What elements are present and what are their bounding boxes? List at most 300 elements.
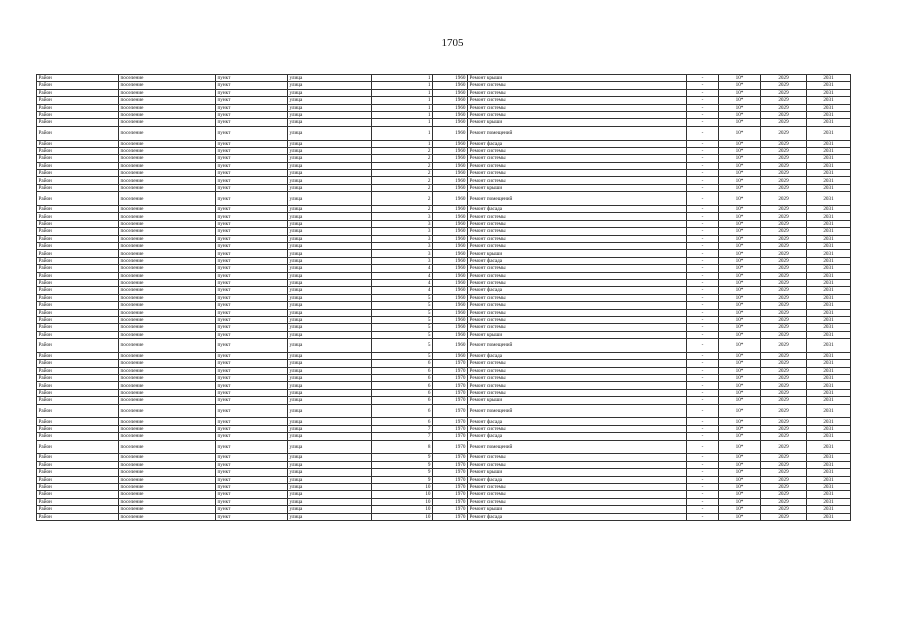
- table-row: [37, 75, 851, 82]
- start-year-cell: 2029: [761, 461, 807, 468]
- table-row: [37, 243, 851, 250]
- work-type-cell: Ремонт системы: [468, 162, 687, 169]
- table-row: [37, 418, 851, 425]
- build-year-cell: 1960: [433, 162, 468, 169]
- table-row: [37, 272, 851, 279]
- mark-cell: -: [687, 309, 719, 316]
- work-type-cell: Ремонт крыши: [468, 397, 687, 404]
- settlement-cell: поселение: [119, 75, 216, 82]
- settlement-cell: поселение: [119, 309, 216, 316]
- table-row: [37, 440, 851, 454]
- start-year-cell: 2029: [761, 155, 807, 162]
- mark-cell: -: [687, 418, 719, 425]
- build-year-cell: 1960: [433, 111, 468, 118]
- district-cell: Район: [37, 513, 119, 520]
- mark-cell: -: [687, 331, 719, 338]
- end-year-cell: 2031: [807, 309, 851, 316]
- district-cell: Район: [37, 302, 119, 309]
- start-year-cell: 2029: [761, 97, 807, 104]
- end-year-cell: 2031: [807, 75, 851, 82]
- table-row: [37, 162, 851, 169]
- street-cell: улица: [288, 433, 372, 440]
- settlement-cell: поселение: [119, 483, 216, 490]
- start-year-cell: 2029: [761, 309, 807, 316]
- build-year-cell: 1960: [433, 170, 468, 177]
- end-year-cell: 2031: [807, 265, 851, 272]
- mark-cell: -: [687, 126, 719, 140]
- end-year-cell: 2031: [807, 404, 851, 418]
- district-cell: Район: [37, 228, 119, 235]
- settlement-cell: поселение: [119, 184, 216, 191]
- locality-cell: пункт: [216, 339, 288, 353]
- end-year-cell: 2031: [807, 433, 851, 440]
- district-cell: Район: [37, 126, 119, 140]
- table-row: [37, 155, 851, 162]
- table-row: [37, 506, 851, 513]
- end-year-cell: 2031: [807, 89, 851, 96]
- locality-cell: пункт: [216, 265, 288, 272]
- end-year-cell: 2031: [807, 272, 851, 279]
- table-row: [37, 316, 851, 323]
- locality-cell: пункт: [216, 213, 288, 220]
- settlement-cell: поселение: [119, 324, 216, 331]
- street-cell: улица: [288, 177, 372, 184]
- start-year-cell: 2029: [761, 235, 807, 242]
- locality-cell: пункт: [216, 397, 288, 404]
- work-type-cell: Ремонт фасада: [468, 140, 687, 147]
- table-row: [37, 454, 851, 461]
- mark-cell: -: [687, 243, 719, 250]
- end-year-cell: 2031: [807, 104, 851, 111]
- end-year-cell: 2031: [807, 375, 851, 382]
- house-number-cell: 5: [372, 294, 433, 301]
- value-cell: 10*: [719, 309, 761, 316]
- locality-cell: пункт: [216, 367, 288, 374]
- end-year-cell: 2031: [807, 331, 851, 338]
- start-year-cell: 2029: [761, 324, 807, 331]
- start-year-cell: 2029: [761, 483, 807, 490]
- work-type-cell: Ремонт помещений: [468, 404, 687, 418]
- mark-cell: -: [687, 206, 719, 213]
- work-type-cell: Ремонт фасада: [468, 476, 687, 483]
- mark-cell: -: [687, 184, 719, 191]
- locality-cell: пункт: [216, 469, 288, 476]
- work-type-cell: Ремонт помещений: [468, 126, 687, 140]
- value-cell: 10*: [719, 184, 761, 191]
- value-cell: 10*: [719, 425, 761, 432]
- street-cell: улица: [288, 257, 372, 264]
- work-type-cell: Ремонт системы: [468, 302, 687, 309]
- district-cell: Район: [37, 491, 119, 498]
- district-cell: Район: [37, 287, 119, 294]
- district-cell: Район: [37, 75, 119, 82]
- build-year-cell: 1960: [433, 206, 468, 213]
- end-year-cell: 2031: [807, 228, 851, 235]
- locality-cell: пункт: [216, 104, 288, 111]
- build-year-cell: 1960: [433, 97, 468, 104]
- street-cell: улица: [288, 213, 372, 220]
- locality-cell: пункт: [216, 506, 288, 513]
- end-year-cell: 2031: [807, 498, 851, 505]
- end-year-cell: 2031: [807, 367, 851, 374]
- house-number-cell: 5: [372, 331, 433, 338]
- value-cell: 10*: [719, 498, 761, 505]
- district-cell: Район: [37, 104, 119, 111]
- build-year-cell: 1960: [433, 324, 468, 331]
- end-year-cell: 2031: [807, 184, 851, 191]
- street-cell: улица: [288, 491, 372, 498]
- build-year-cell: 1960: [433, 250, 468, 257]
- value-cell: 10*: [719, 111, 761, 118]
- settlement-cell: поселение: [119, 97, 216, 104]
- end-year-cell: 2031: [807, 294, 851, 301]
- district-cell: Район: [37, 89, 119, 96]
- build-year-cell: 1970: [433, 360, 468, 367]
- house-number-cell: 5: [372, 324, 433, 331]
- settlement-cell: поселение: [119, 265, 216, 272]
- mark-cell: -: [687, 360, 719, 367]
- start-year-cell: 2029: [761, 418, 807, 425]
- start-year-cell: 2029: [761, 331, 807, 338]
- build-year-cell: 1970: [433, 483, 468, 490]
- street-cell: улица: [288, 228, 372, 235]
- settlement-cell: поселение: [119, 294, 216, 301]
- table-row: [37, 397, 851, 404]
- settlement-cell: поселение: [119, 476, 216, 483]
- start-year-cell: 2029: [761, 279, 807, 286]
- build-year-cell: 1960: [433, 243, 468, 250]
- table-row: [37, 287, 851, 294]
- settlement-cell: поселение: [119, 316, 216, 323]
- work-type-cell: Ремонт системы: [468, 491, 687, 498]
- value-cell: 10*: [719, 126, 761, 140]
- street-cell: улица: [288, 316, 372, 323]
- start-year-cell: 2029: [761, 119, 807, 126]
- house-number-cell: 6: [372, 418, 433, 425]
- district-cell: Район: [37, 140, 119, 147]
- build-year-cell: 1960: [433, 352, 468, 359]
- street-cell: улица: [288, 360, 372, 367]
- start-year-cell: 2029: [761, 491, 807, 498]
- house-number-cell: 10: [372, 491, 433, 498]
- build-year-cell: 1960: [433, 213, 468, 220]
- value-cell: 10*: [719, 367, 761, 374]
- build-year-cell: 1960: [433, 119, 468, 126]
- work-type-cell: Ремонт фасада: [468, 287, 687, 294]
- mark-cell: -: [687, 272, 719, 279]
- street-cell: улица: [288, 375, 372, 382]
- work-type-cell: Ремонт фасада: [468, 352, 687, 359]
- end-year-cell: 2031: [807, 382, 851, 389]
- district-cell: Район: [37, 469, 119, 476]
- end-year-cell: 2031: [807, 235, 851, 242]
- mark-cell: -: [687, 397, 719, 404]
- district-cell: Район: [37, 111, 119, 118]
- end-year-cell: 2031: [807, 119, 851, 126]
- start-year-cell: 2029: [761, 126, 807, 140]
- work-type-cell: Ремонт фасада: [468, 206, 687, 213]
- start-year-cell: 2029: [761, 294, 807, 301]
- mark-cell: -: [687, 192, 719, 206]
- mark-cell: -: [687, 367, 719, 374]
- work-type-cell: Ремонт фасада: [468, 513, 687, 520]
- end-year-cell: 2031: [807, 476, 851, 483]
- work-type-cell: Ремонт системы: [468, 170, 687, 177]
- district-cell: Район: [37, 367, 119, 374]
- settlement-cell: поселение: [119, 140, 216, 147]
- work-type-cell: Ремонт системы: [468, 111, 687, 118]
- district-cell: Район: [37, 265, 119, 272]
- house-number-cell: 1: [372, 111, 433, 118]
- settlement-cell: поселение: [119, 389, 216, 396]
- mark-cell: -: [687, 89, 719, 96]
- locality-cell: пункт: [216, 513, 288, 520]
- end-year-cell: 2031: [807, 469, 851, 476]
- house-number-cell: 2: [372, 147, 433, 154]
- table-row: [37, 82, 851, 89]
- settlement-cell: поселение: [119, 170, 216, 177]
- table-row: [37, 184, 851, 191]
- table-row: [37, 213, 851, 220]
- district-cell: Район: [37, 177, 119, 184]
- house-number-cell: 6: [372, 397, 433, 404]
- work-type-cell: Ремонт фасада: [468, 257, 687, 264]
- value-cell: 10*: [719, 440, 761, 454]
- district-cell: Район: [37, 476, 119, 483]
- house-number-cell: 3: [372, 228, 433, 235]
- settlement-cell: поселение: [119, 119, 216, 126]
- start-year-cell: 2029: [761, 287, 807, 294]
- value-cell: 10*: [719, 352, 761, 359]
- value-cell: 10*: [719, 89, 761, 96]
- table-row: [37, 104, 851, 111]
- build-year-cell: 1960: [433, 104, 468, 111]
- street-cell: улица: [288, 367, 372, 374]
- locality-cell: пункт: [216, 324, 288, 331]
- start-year-cell: 2029: [761, 425, 807, 432]
- end-year-cell: 2031: [807, 461, 851, 468]
- build-year-cell: 1970: [433, 389, 468, 396]
- end-year-cell: 2031: [807, 243, 851, 250]
- build-year-cell: 1970: [433, 469, 468, 476]
- district-cell: Район: [37, 272, 119, 279]
- settlement-cell: поселение: [119, 235, 216, 242]
- street-cell: улица: [288, 235, 372, 242]
- build-year-cell: 1960: [433, 228, 468, 235]
- settlement-cell: поселение: [119, 461, 216, 468]
- locality-cell: пункт: [216, 433, 288, 440]
- street-cell: улица: [288, 440, 372, 454]
- street-cell: улица: [288, 170, 372, 177]
- street-cell: улица: [288, 89, 372, 96]
- street-cell: улица: [288, 404, 372, 418]
- district-cell: Район: [37, 375, 119, 382]
- mark-cell: -: [687, 389, 719, 396]
- end-year-cell: 2031: [807, 418, 851, 425]
- locality-cell: пункт: [216, 476, 288, 483]
- table-row: [37, 220, 851, 227]
- value-cell: 10*: [719, 97, 761, 104]
- house-number-cell: 4: [372, 287, 433, 294]
- house-number-cell: 3: [372, 257, 433, 264]
- start-year-cell: 2029: [761, 454, 807, 461]
- locality-cell: пункт: [216, 82, 288, 89]
- value-cell: 10*: [719, 162, 761, 169]
- table-row: [37, 265, 851, 272]
- mark-cell: -: [687, 294, 719, 301]
- start-year-cell: 2029: [761, 82, 807, 89]
- district-cell: Район: [37, 279, 119, 286]
- house-number-cell: 6: [372, 367, 433, 374]
- value-cell: 10*: [719, 206, 761, 213]
- work-type-cell: Ремонт крыши: [468, 75, 687, 82]
- house-number-cell: 6: [372, 389, 433, 396]
- house-number-cell: 7: [372, 433, 433, 440]
- end-year-cell: 2031: [807, 126, 851, 140]
- start-year-cell: 2029: [761, 140, 807, 147]
- value-cell: 10*: [719, 155, 761, 162]
- district-cell: Район: [37, 206, 119, 213]
- street-cell: улица: [288, 162, 372, 169]
- mark-cell: -: [687, 279, 719, 286]
- build-year-cell: 1970: [433, 454, 468, 461]
- end-year-cell: 2031: [807, 162, 851, 169]
- settlement-cell: поселение: [119, 397, 216, 404]
- end-year-cell: 2031: [807, 213, 851, 220]
- settlement-cell: поселение: [119, 213, 216, 220]
- value-cell: 10*: [719, 220, 761, 227]
- settlement-cell: поселение: [119, 469, 216, 476]
- work-type-cell: Ремонт системы: [468, 461, 687, 468]
- end-year-cell: 2031: [807, 483, 851, 490]
- district-cell: Район: [37, 324, 119, 331]
- street-cell: улица: [288, 352, 372, 359]
- district-cell: Район: [37, 309, 119, 316]
- build-year-cell: 1970: [433, 375, 468, 382]
- start-year-cell: 2029: [761, 228, 807, 235]
- value-cell: 10*: [719, 454, 761, 461]
- build-year-cell: 1960: [433, 184, 468, 191]
- locality-cell: пункт: [216, 287, 288, 294]
- mark-cell: -: [687, 483, 719, 490]
- district-cell: Район: [37, 147, 119, 154]
- build-year-cell: 1970: [433, 498, 468, 505]
- build-year-cell: 1970: [433, 461, 468, 468]
- street-cell: улица: [288, 279, 372, 286]
- table-row: [37, 352, 851, 359]
- locality-cell: пункт: [216, 177, 288, 184]
- end-year-cell: 2031: [807, 506, 851, 513]
- mark-cell: -: [687, 104, 719, 111]
- settlement-cell: поселение: [119, 433, 216, 440]
- district-cell: Район: [37, 250, 119, 257]
- table-row: [37, 177, 851, 184]
- work-type-cell: Ремонт системы: [468, 375, 687, 382]
- end-year-cell: 2031: [807, 339, 851, 353]
- work-type-cell: Ремонт системы: [468, 483, 687, 490]
- end-year-cell: 2031: [807, 140, 851, 147]
- settlement-cell: поселение: [119, 257, 216, 264]
- end-year-cell: 2031: [807, 360, 851, 367]
- mark-cell: -: [687, 469, 719, 476]
- value-cell: 10*: [719, 469, 761, 476]
- end-year-cell: 2031: [807, 302, 851, 309]
- settlement-cell: поселение: [119, 331, 216, 338]
- street-cell: улица: [288, 339, 372, 353]
- value-cell: 10*: [719, 389, 761, 396]
- house-number-cell: 1: [372, 75, 433, 82]
- settlement-cell: поселение: [119, 367, 216, 374]
- street-cell: улица: [288, 418, 372, 425]
- build-year-cell: 1960: [433, 220, 468, 227]
- mark-cell: -: [687, 316, 719, 323]
- build-year-cell: 1970: [433, 433, 468, 440]
- mark-cell: -: [687, 302, 719, 309]
- start-year-cell: 2029: [761, 257, 807, 264]
- district-cell: Район: [37, 316, 119, 323]
- district-cell: Район: [37, 418, 119, 425]
- house-number-cell: 2: [372, 177, 433, 184]
- work-type-cell: Ремонт фасада: [468, 418, 687, 425]
- table-row: [37, 89, 851, 96]
- mark-cell: -: [687, 265, 719, 272]
- value-cell: 10*: [719, 339, 761, 353]
- street-cell: улица: [288, 75, 372, 82]
- mark-cell: -: [687, 257, 719, 264]
- mark-cell: -: [687, 506, 719, 513]
- mark-cell: -: [687, 250, 719, 257]
- build-year-cell: 1960: [433, 192, 468, 206]
- locality-cell: пункт: [216, 404, 288, 418]
- value-cell: 10*: [719, 119, 761, 126]
- locality-cell: пункт: [216, 170, 288, 177]
- mark-cell: -: [687, 147, 719, 154]
- mark-cell: -: [687, 476, 719, 483]
- work-type-cell: Ремонт помещений: [468, 192, 687, 206]
- build-year-cell: 1970: [433, 476, 468, 483]
- street-cell: улица: [288, 184, 372, 191]
- mark-cell: -: [687, 97, 719, 104]
- table-row: [37, 147, 851, 154]
- house-number-cell: 1: [372, 140, 433, 147]
- start-year-cell: 2029: [761, 404, 807, 418]
- start-year-cell: 2029: [761, 389, 807, 396]
- house-number-cell: 6: [372, 375, 433, 382]
- work-type-cell: Ремонт помещений: [468, 339, 687, 353]
- value-cell: 10*: [719, 418, 761, 425]
- value-cell: 10*: [719, 75, 761, 82]
- district-cell: Район: [37, 483, 119, 490]
- value-cell: 10*: [719, 375, 761, 382]
- mark-cell: -: [687, 140, 719, 147]
- locality-cell: пункт: [216, 206, 288, 213]
- street-cell: улица: [288, 309, 372, 316]
- locality-cell: пункт: [216, 302, 288, 309]
- start-year-cell: 2029: [761, 147, 807, 154]
- value-cell: 10*: [719, 279, 761, 286]
- start-year-cell: 2029: [761, 397, 807, 404]
- street-cell: улица: [288, 155, 372, 162]
- locality-cell: пункт: [216, 147, 288, 154]
- end-year-cell: 2031: [807, 250, 851, 257]
- table-row: [37, 469, 851, 476]
- table-row: [37, 170, 851, 177]
- settlement-cell: поселение: [119, 272, 216, 279]
- build-year-cell: 1960: [433, 339, 468, 353]
- table-row: [37, 367, 851, 374]
- district-cell: Район: [37, 213, 119, 220]
- table-row: [37, 302, 851, 309]
